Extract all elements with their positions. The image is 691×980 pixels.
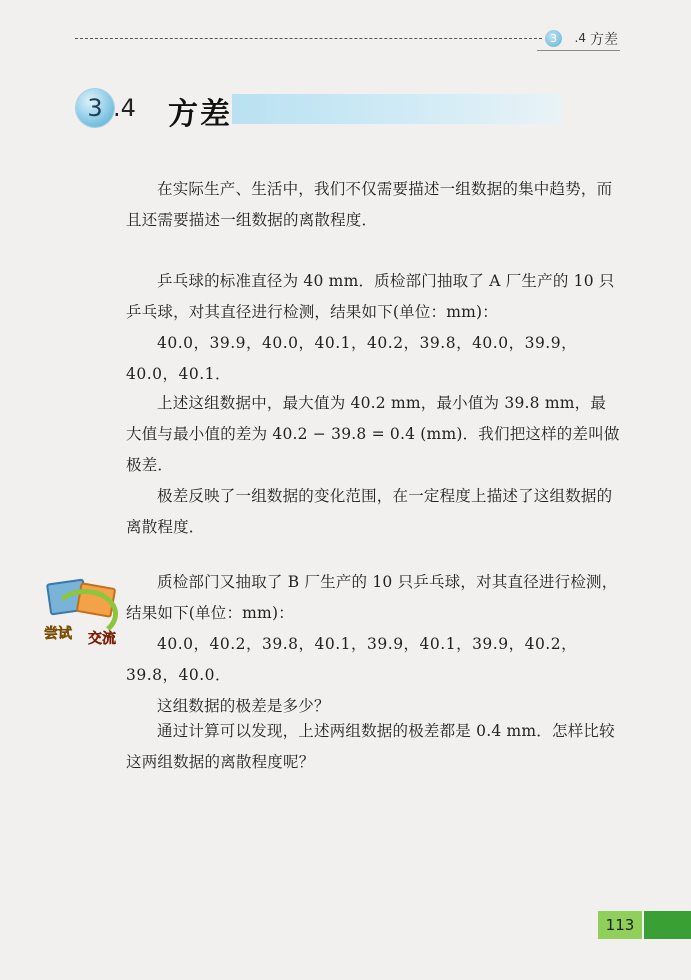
page-number-color-block — [644, 911, 691, 939]
running-header — [75, 26, 620, 52]
data-list-a: 40.0，39.9，40.0，40.1，40.2，39.8，40.0，39.9，40.0，40.1． — [126, 334, 578, 383]
paragraph-text: 极差反映了一组数据的变化范围，在一定程度上描述了这组数据的离散程度． — [126, 487, 613, 536]
section-title-bar — [232, 94, 562, 124]
paragraph-text: 在实际生产、生活中，我们不仅需要描述一组数据的集中趋势，而且还需要描述一组数据的离散程度． — [126, 180, 613, 229]
section-name: 方差 — [168, 97, 232, 132]
page-number-tab — [598, 911, 691, 939]
section-number-circle: 3 — [76, 89, 114, 127]
header-dashed-rule — [75, 38, 542, 39]
exchange-label: 交流 — [88, 631, 116, 647]
data-list-b: 40.0，40.2，39.8，40.1，39.9，40.1，39.9，40.2，39.8，40.0． — [126, 635, 578, 684]
section-title — [72, 86, 562, 132]
try-and-exchange-icon — [42, 575, 124, 649]
page-number: 113 — [598, 911, 642, 939]
header-section-number: .4 — [574, 31, 586, 45]
paragraph-factory-a — [126, 266, 620, 390]
paragraph-text: 质检部门又抽取了 B 厂生产的 10 只乒乓球，对其直径进行检测，结果如下(单位：mm)： — [126, 573, 618, 622]
paragraph-intro — [126, 174, 620, 236]
paragraph-comparison — [126, 716, 620, 778]
question-text: 这组数据的极差是多少？ — [157, 697, 330, 715]
section-number-suffix: .4 — [113, 94, 136, 122]
paragraph-range — [126, 388, 620, 543]
paragraph-text: 通过计算可以发现，上述两组数据的极差都是 0.4 mm．怎样比较这两组数据的离散程度呢？ — [126, 722, 615, 771]
paragraph-text: 上述这组数据中，最大值为 40.2 mm，最小值为 39.8 mm，最大值与最小值的差为 40.2 − 39.8 = 0.4 (mm)．我们把这样的差叫做极差． — [126, 394, 620, 474]
paragraph-factory-b — [126, 567, 620, 722]
header-section-title: 方差 — [590, 32, 618, 48]
header-underline — [537, 50, 620, 51]
paragraph-text: 乒乓球的标准直径为 40 mm．质检部门抽取了 A 厂生产的 10 只乒乓球，对其直径进行检测，结果如下(单位：mm)： — [126, 272, 615, 321]
header-section-circle: 3 — [545, 30, 562, 47]
try-label: 尝试 — [44, 626, 72, 642]
